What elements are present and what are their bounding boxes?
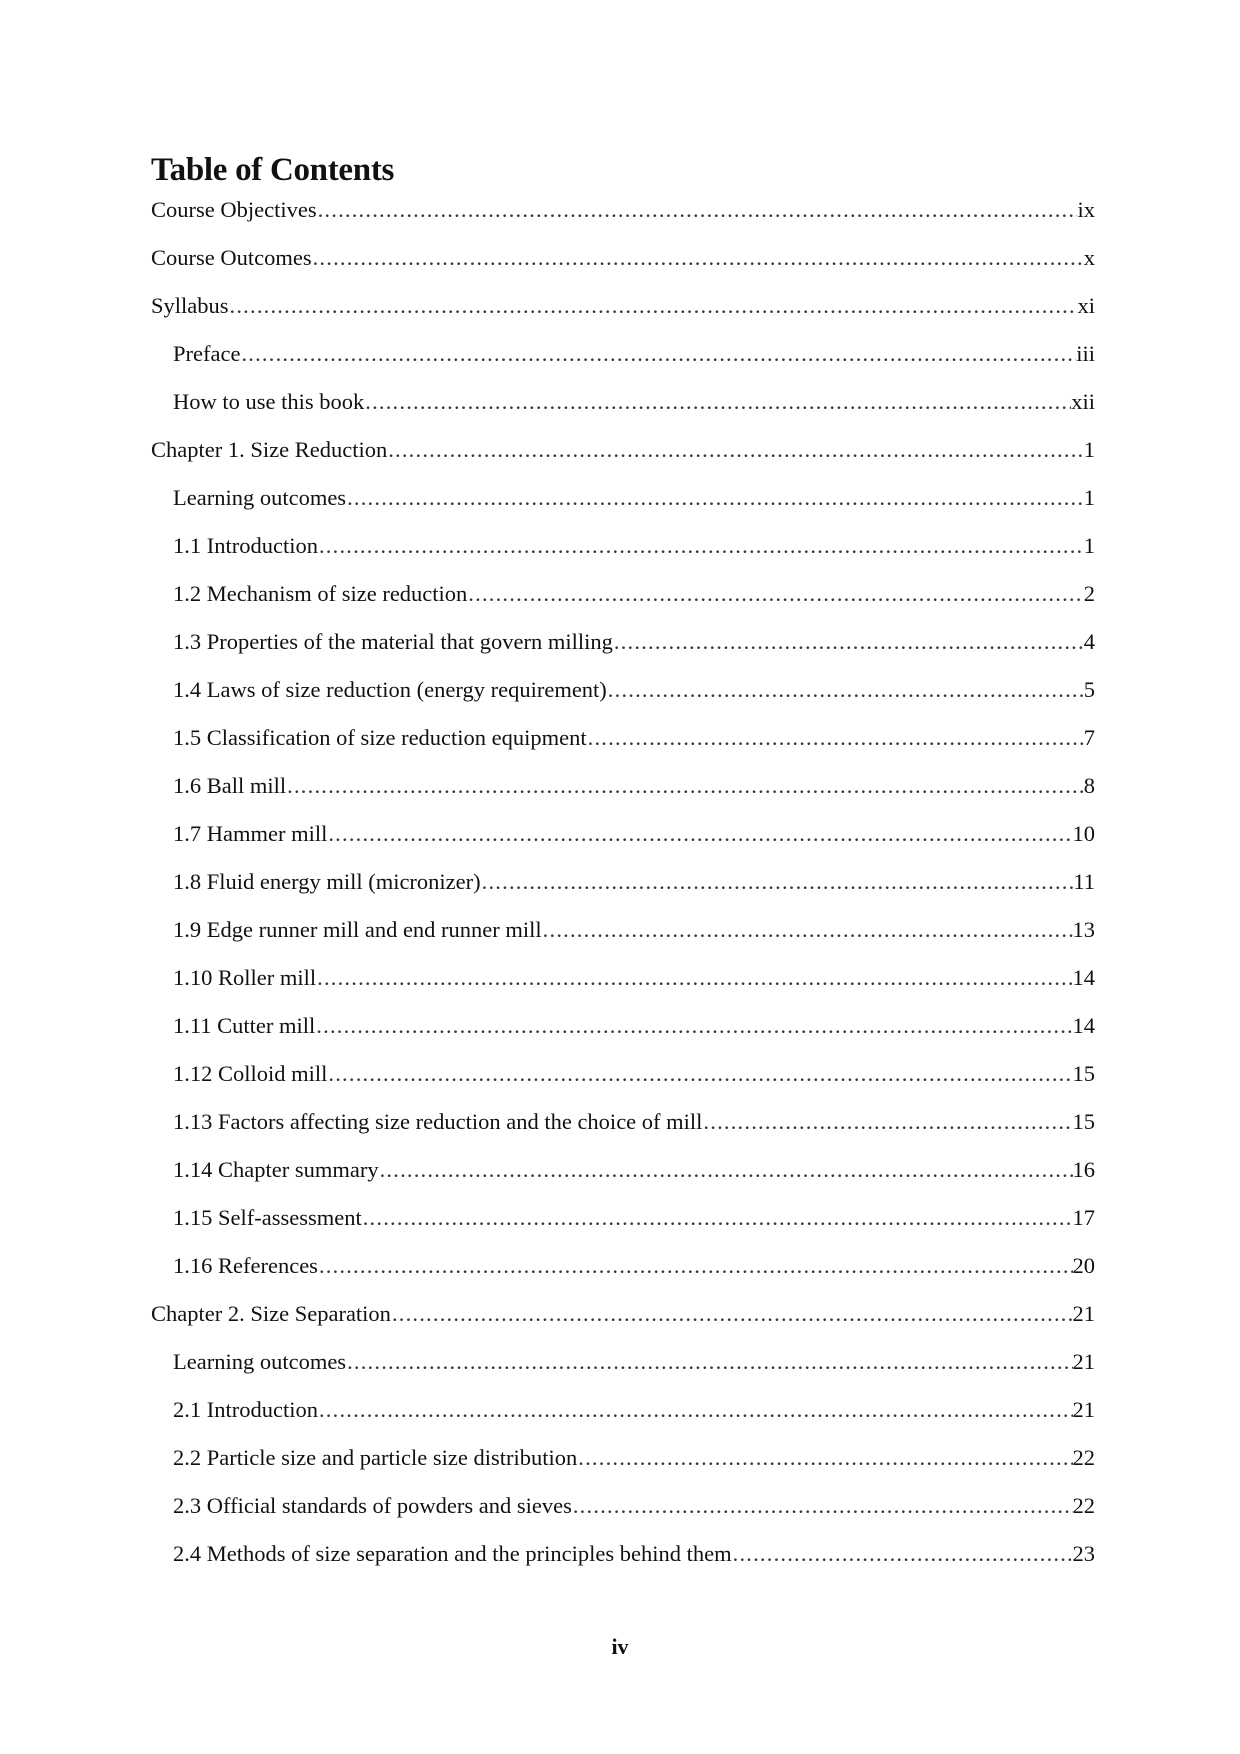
toc-entry-label: 1.12 Colloid mill: [173, 1061, 328, 1086]
toc-entry[interactable]: [151, 285, 1095, 333]
toc-entry[interactable]: [151, 957, 1095, 1005]
toc-entry[interactable]: [151, 765, 1095, 813]
toc-entry-page: 23: [1072, 1541, 1095, 1566]
toc-entry[interactable]: [151, 1389, 1095, 1437]
toc-entry-label: Preface: [173, 341, 241, 366]
toc-entry-page: 1: [1083, 533, 1095, 558]
toc-entry-page: 10: [1072, 821, 1095, 846]
toc-dot-leader: [229, 285, 1078, 327]
toc-entry-page: 22: [1072, 1445, 1095, 1470]
toc-entry-page: 15: [1072, 1109, 1095, 1134]
toc-entry-label: Course Outcomes: [151, 245, 312, 270]
toc-entry-label: Chapter 1. Size Reduction: [151, 437, 388, 462]
toc-dot-leader: [481, 861, 1074, 903]
toc-entry-label: 1.9 Edge runner mill and end runner mill: [173, 917, 542, 942]
toc-entry-label: Course Objectives: [151, 197, 317, 222]
toc-dot-leader: [702, 1101, 1072, 1143]
toc-entry[interactable]: [151, 573, 1095, 621]
toc-entry-page: 2: [1083, 581, 1095, 606]
toc-entry-label: 1.14 Chapter summary: [173, 1157, 379, 1182]
toc-entry-label: How to use this book: [173, 389, 365, 414]
toc-entry-page: 11: [1073, 869, 1095, 894]
toc-entry-page: 13: [1072, 917, 1095, 942]
toc-entry-label: 2.2 Particle size and particle size distribution: [173, 1445, 578, 1470]
toc-dot-leader: [318, 525, 1084, 567]
toc-entry[interactable]: [151, 429, 1095, 477]
toc-entry-label: 1.16 References: [173, 1253, 318, 1278]
toc-dot-leader: [467, 573, 1083, 615]
toc-entry[interactable]: [151, 1149, 1095, 1197]
toc-entry-page: 8: [1083, 773, 1095, 798]
toc-dot-leader: [318, 1389, 1073, 1431]
toc-entry[interactable]: [151, 1197, 1095, 1245]
toc-entry[interactable]: [151, 1533, 1095, 1581]
toc-entry[interactable]: [151, 621, 1095, 669]
toc-entry-page: 1: [1083, 437, 1095, 462]
toc-entry-page: xii: [1071, 389, 1095, 414]
toc-entry[interactable]: [151, 525, 1095, 573]
toc-entry-page: ix: [1077, 197, 1095, 222]
toc-entry-page: 22: [1072, 1493, 1095, 1518]
toc-entry[interactable]: [151, 237, 1095, 285]
toc-entry[interactable]: [151, 1341, 1095, 1389]
toc-dot-leader: [312, 237, 1084, 279]
toc-entry[interactable]: [151, 381, 1095, 429]
toc-dot-leader: [327, 813, 1072, 855]
toc-entry-label: 1.3 Properties of the material that govern milling: [173, 629, 613, 654]
toc-entry-page: 15: [1072, 1061, 1095, 1086]
toc-entry-label: 2.3 Official standards of powders and sieves: [173, 1493, 572, 1518]
toc-entry-label: 2.4 Methods of size separation and the principles behind them: [173, 1541, 732, 1566]
toc-entry[interactable]: [151, 1101, 1095, 1149]
toc-dot-leader: [613, 621, 1084, 663]
toc-entry[interactable]: [151, 1437, 1095, 1485]
toc-dot-leader: [572, 1485, 1073, 1527]
toc-entry-label: 2.1 Introduction: [173, 1397, 318, 1422]
toc-entry-label: 1.6 Ball mill: [173, 773, 287, 798]
toc-entry-page: 16: [1072, 1157, 1095, 1182]
toc-entry[interactable]: [151, 1005, 1095, 1053]
toc-entry[interactable]: [151, 333, 1095, 381]
toc-dot-leader: [542, 909, 1073, 951]
toc-dot-leader: [240, 333, 1076, 375]
toc-entry[interactable]: [151, 813, 1095, 861]
toc-entry-label: 1.2 Mechanism of size reduction: [173, 581, 468, 606]
toc-entry-label: Learning outcomes: [173, 1349, 347, 1374]
page-number: iv: [611, 1634, 629, 1659]
toc-list: [151, 189, 1095, 1581]
toc-entry-label: 1.13 Factors affecting size reduction and the choice of mill: [173, 1109, 703, 1134]
toc-dot-leader: [387, 429, 1084, 471]
toc-entry-page: 14: [1072, 1013, 1095, 1038]
toc-dot-leader: [315, 1005, 1072, 1047]
toc-dot-leader: [362, 1197, 1073, 1239]
toc-dot-leader: [607, 669, 1084, 711]
toc-entry-page: 7: [1083, 725, 1095, 750]
toc-entry-page: xi: [1077, 293, 1095, 318]
toc-entry-page: 21: [1072, 1301, 1095, 1326]
toc-entry-label: 1.5 Classification of size reduction equipment: [173, 725, 587, 750]
toc-entry-label: 1.15 Self-assessment: [173, 1205, 362, 1230]
toc-entry-label: Chapter 2. Size Separation: [151, 1301, 391, 1326]
toc-dot-leader: [318, 1245, 1073, 1287]
toc-entry-label: 1.4 Laws of size reduction (energy requirement): [173, 677, 607, 702]
toc-dot-leader: [732, 1533, 1073, 1575]
toc-entry-page: 21: [1072, 1349, 1095, 1374]
toc-entry-page: x: [1083, 245, 1095, 270]
toc-dot-leader: [316, 957, 1072, 999]
toc-entry-label: Syllabus: [151, 293, 229, 318]
toc-dot-leader: [327, 1053, 1072, 1095]
toc-entry-label: 1.11 Cutter mill: [173, 1013, 316, 1038]
toc-entry[interactable]: [151, 909, 1095, 957]
toc-entry[interactable]: [151, 1245, 1095, 1293]
toc-entry-page: 20: [1072, 1253, 1095, 1278]
toc-entry[interactable]: [151, 861, 1095, 909]
toc-entry-page: 17: [1072, 1205, 1095, 1230]
toc-dot-leader: [317, 189, 1078, 231]
toc-entry-label: 1.10 Roller mill: [173, 965, 317, 990]
toc-title: Table of Contents: [151, 152, 395, 188]
toc-entry[interactable]: [151, 477, 1095, 525]
toc-entry[interactable]: [151, 1053, 1095, 1101]
toc-entry-label: 1.8 Fluid energy mill (micronizer): [173, 869, 481, 894]
toc-entry-page: 5: [1083, 677, 1095, 702]
toc-dot-leader: [587, 717, 1084, 759]
toc-dot-leader: [364, 381, 1071, 423]
toc-entry-label: 1.1 Introduction: [173, 533, 318, 558]
toc-dot-leader: [577, 1437, 1072, 1479]
toc-dot-leader: [391, 1293, 1073, 1335]
toc-entry[interactable]: [151, 669, 1095, 717]
toc-entry-page: 21: [1072, 1397, 1095, 1422]
toc-entry-label: Learning outcomes: [173, 485, 347, 510]
toc-entry[interactable]: [151, 1293, 1095, 1341]
toc-entry-page: iii: [1076, 341, 1095, 366]
toc-entry[interactable]: [151, 717, 1095, 765]
toc-dot-leader: [346, 1341, 1072, 1383]
toc-dot-leader: [379, 1149, 1073, 1191]
toc-entry-page: 1: [1083, 485, 1095, 510]
toc-entry-page: 4: [1083, 629, 1095, 654]
toc-dot-leader: [286, 765, 1084, 807]
toc-entry-label: 1.7 Hammer mill: [173, 821, 328, 846]
toc-entry[interactable]: [151, 189, 1095, 237]
toc-dot-leader: [346, 477, 1084, 519]
toc-entry-page: 14: [1072, 965, 1095, 990]
toc-entry[interactable]: [151, 1485, 1095, 1533]
